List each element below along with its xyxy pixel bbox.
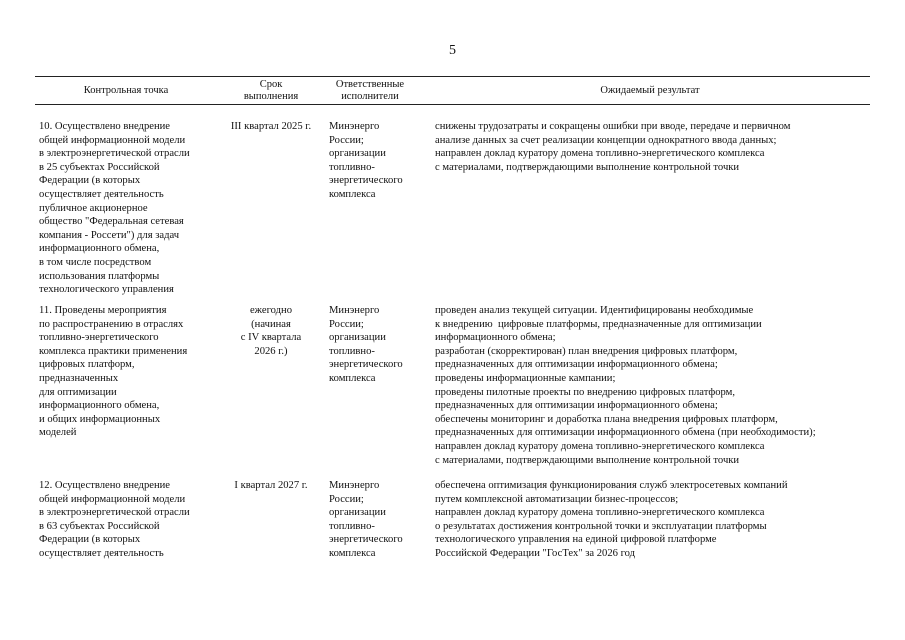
control-point-cell: 10. Осуществлено внедрение общей информационной модели в электроэнергетической отрасли в 25 субъектах Российской Федерации (в которых осуществляет деятельность публичное акционерное общество "Федеральная сетевая компания - Россети") для задач информационного обмена, в том числе посредством использования платформы технологического управления xyxy=(39,121,190,296)
page-number: 5 xyxy=(449,43,456,58)
result-cell: проведен анализ текущей ситуации. Идентифицированы необходимые к внедрению цифровые платформы, предназначенные для оптимизации информационного обмена; разработан (скорректирован) план внедрения цифровых платформ, предназначенных для оптимизации информационного обмена; проведены информационные кампании; проведены пилотные проекты по внедрению цифровых платформ, предназначенных для оптимизации информационного обмена; обеспечены мониторинг и доработка плана внедрения цифровых платформ, предназначенных для оптимизации информационного обмена (при необходимости); направлен доклад куратору домена топливно-энергетического комплекса с материалами, подтверждающими выполнение контрольной точки xyxy=(435,305,816,466)
table-header-rule xyxy=(35,104,870,105)
deadline-cell: III квартал 2025 г. xyxy=(230,121,312,132)
header-expected-result: Ожидаемый результат xyxy=(600,85,700,96)
table-top-rule xyxy=(35,76,870,77)
responsible-cell: Минэнерго России; организации топливно- энергетического комплекса xyxy=(329,480,403,559)
header-responsible: Ответственные исполнители xyxy=(335,79,405,102)
responsible-cell: Минэнерго России; организации топливно- энергетического комплекса xyxy=(329,305,403,384)
header-control-point: Контрольная точка xyxy=(83,85,169,96)
responsible-cell: Минэнерго России; организации топливно- энергетического комплекса xyxy=(329,121,403,200)
result-cell: снижены трудозатраты и сокращены ошибки при вводе, передаче и первичном анализе данных за счет реализации концепции однократного ввода данных; направлен доклад куратору домена топливно-энергетического комплекса с материалами, подтверждающими выполнение контрольной точки xyxy=(435,121,791,173)
deadline-cell: ежегодно (начиная с IV квартала 2026 г.) xyxy=(240,305,302,357)
control-point-cell: 12. Осуществлено внедрение общей информационной модели в электроэнергетической отрасли в 63 субъектах Российской Федерации (в которых осуществляет деятельность xyxy=(39,480,190,559)
result-cell: обеспечена оптимизация функционирования служб электросетевых компаний путем комплексной автоматизации бизнес-процессов; направлен доклад куратору домена топливно-энергетического комплекса о результатах достижения контрольной точки и эксплуатации платформы технологического управления на единой цифровой платформе Российской Федерации "ГосТех" за 2026 год xyxy=(435,480,788,559)
header-deadline: Срок выполнения xyxy=(243,79,299,102)
control-point-cell: 11. Проведены мероприятия по распространению в отраслях топливно-энергетического комплекса практики применения цифровых платформ, предназначенных для оптимизации информационного обмена, и общих информационных моделей xyxy=(39,305,188,439)
deadline-cell: I квартал 2027 г. xyxy=(234,480,308,491)
